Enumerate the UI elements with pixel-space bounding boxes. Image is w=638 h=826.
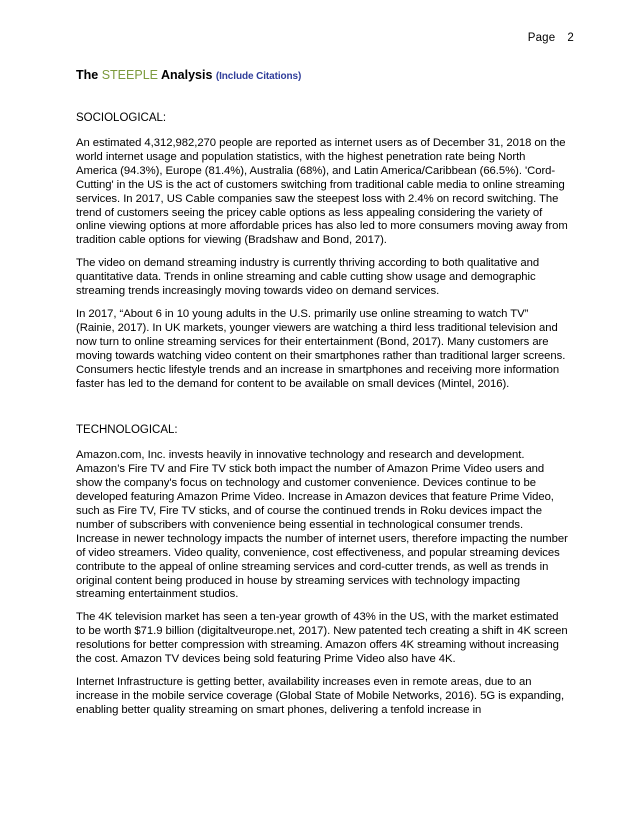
- title-prefix: The: [76, 68, 102, 82]
- sociological-paragraph-3: In 2017, “About 6 in 10 young adults in the U.S. primarily use online streaming to watch TV” (Rainie, 2017). In UK markets, younger viewers are watching a third less traditional television and now turn to online streaming services for their entertainment (Bond, 2017). Many customers are moving towards watching video content on their smartphones rather than traditional larger screens. Consumers hectic lifestyle trends and an increase in smartphones and receiving more information faster has led to the demand for content to be available on small devices (Mintel, 2016).: [76, 307, 566, 390]
- technological-paragraph-3: Internet Infrastructure is getting better, availability increases even in remote areas, due to an increase in the mobile service coverage (Global State of Mobile Networks, 2016). 5G is expanding, enabling better quality streaming on smart phones, delivering a tenfold increase in: [76, 676, 565, 716]
- title-accent: STEEPLE: [101, 68, 158, 82]
- sociological-paragraph-2: The video on demand streaming industry is currently thriving according to both qualitative and quantitative data. Trends in online streaming and cable cutting show usage and demographic streaming trends increasingly moving towards video on demand services.: [76, 257, 540, 298]
- page-number: [528, 32, 574, 44]
- section-sociological: [76, 111, 568, 391]
- title-suffix: Analysis: [157, 68, 216, 82]
- section-heading-technological: TECHNOLOGICAL:: [76, 424, 178, 437]
- page-number-value: 2: [567, 32, 574, 44]
- sociological-paragraph-1: An estimated 4,312,982,270 people are reported as internet users as of December 31, 2018 on the world internet usage and population statistics, with the highest penetration rate being North America (94.3%), Europe (81.4%), Australia (68%), and Latin America/Caribbean (66.5%). 'Cord-Cutting' in the US is the act of customers switching from traditional cable media to online streaming services. In 2017, US Cable companies saw the steepest loss with 2.4% on record switching. The trend of customers seeing the pricey cable options as less appealing considering the variety of online viewing options at more affordable prices has also led to more consumers moving away from tradition cable options for viewing (Bradshaw and Bond, 2017).: [76, 137, 568, 247]
- technological-paragraph-2: The 4K television market has seen a ten-year growth of 43% in the US, with the market estimated to be worth $71.9 billion (digitaltveurope.net, 2017). New patented tech creating a shift in 4K screen resolutions for better compression with streaming. Amazon offers 4K streaming without increasing the cost. Amazon TV devices being sold featuring Prime Video also have 4K.: [76, 611, 568, 666]
- section-technological: [76, 423, 568, 717]
- section-spacer: [76, 400, 568, 423]
- technological-paragraph-1: Amazon.com, Inc. invests heavily in innovative technology and research and development. Amazon’s Fire TV and Fire TV stick both impact the number of Amazon Prime Video users and show the company's focus on technology and customer convenience. Devices continue to be developed featuring Amazon Prime Video. Increase in Amazon devices that feature Prime Video, such as Fire TV, Fire TV sticks, and of course the continued trends in Roku devices impact the number of subscribers with convenience being essential in technological consumer trends. Increase in newer technology impacts the number of internet users, therefore impacting the number of video streamers. Video quality, convenience, cost effectiveness, and popular streaming devices contribute to the appeal of online streaming services and cord-cutter trends, as well as trends in original content being produced in house by streaming services with technology impacting streaming entertainment studios.: [76, 449, 568, 601]
- title-note: (Include Citations): [215, 71, 302, 82]
- section-heading-sociological: SOCIOLOGICAL:: [76, 112, 167, 124]
- page-title: [76, 68, 568, 84]
- page-label: Page: [527, 32, 556, 44]
- document-body: [76, 68, 568, 727]
